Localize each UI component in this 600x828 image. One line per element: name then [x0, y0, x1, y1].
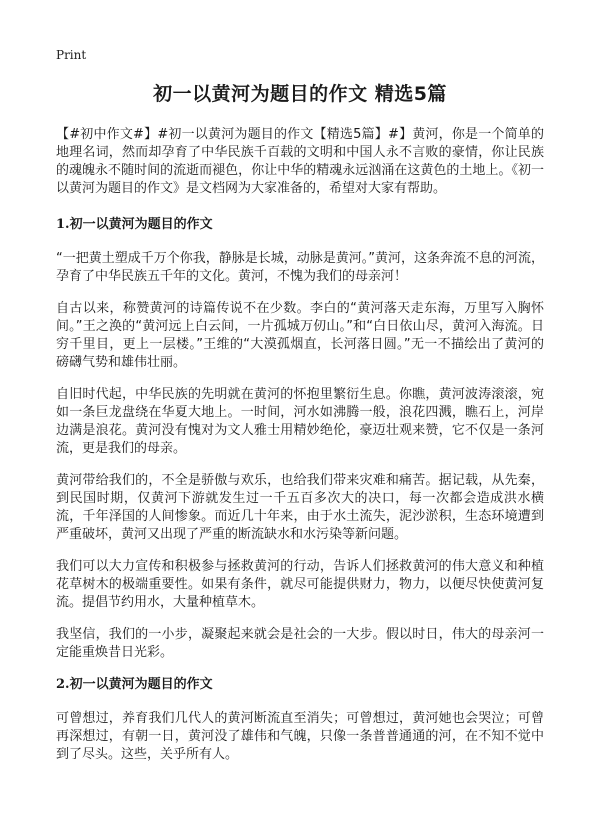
section-paragraph: 可曾想过，养育我们几代人的黄河断流直至消失；可曾想过，黄河她也会哭泣；可曾再深想过，有朝一日，黄河没了雄伟和气魄，只像一条普普通通的河，在不知不觉中到了尽头。这些，关乎所有人。	[56, 711, 544, 762]
intro-paragraph: 【#初中作文#】#初一以黄河为题目的作文【精选5篇】#】黄河，你是一个简单的地理名词，然而却孕育了中华民族千百载的文明和中国人永不言败的豪情，你让民族的魂魄永不随时间的流逝而褪色，你让中华的精魂永远汹涌在这黄色的土地上。《初一以黄河为题目的作文》是文档网为大家准备的，希望对大家有帮助。	[56, 127, 544, 196]
essay-section-1	[56, 216, 544, 662]
section-paragraph: 黄河带给我们的，不全是骄傲与欢乐，也给我们带来灾难和痛苦。据记载，从先秦，到民国时期，仅黄河下游就发生过一千五百多次大的决口，每一次都会造成洪水横流，千年泽国的人间惨象。而近几十年来，由于水土流失，泥沙淤积，生态环境遭到严重破坏，黄河又出现了严重的断流缺水和水污染等新问题。	[56, 473, 544, 542]
section-paragraph: 我坚信，我们的一小步，凝聚起来就会是社会的一大步。假以时日，伟大的母亲河一定能重焕昔日光彩。	[56, 627, 544, 660]
document-title: 初一以黄河为题目的作文 精选5篇	[153, 83, 447, 105]
section-paragraph: “一把黄土塑成千万个你我，静脉是长城，动脉是黄河。”黄河，这条奔流不息的河流，孕育了中华民族五千年的文化。黄河，不愧为我们的母亲河！	[56, 251, 544, 284]
section-paragraph: 自旧时代起，中华民族的先明就在黄河的怀抱里繁衍生息。你瞧，黄河波涛滚滚，宛如一条巨龙盘绕在华夏大地上。一时间，河水如沸腾一般，浪花四溅，瞧石上，河岸边满是浪花。黄河没有愧对为文人雅士用精妙绝伦，豪迈壮观来赞，它不仅是一条河流，更是我们的母亲。	[56, 387, 544, 456]
essay-section-2	[56, 676, 544, 764]
section-heading: 1.初一以黄河为题目的作文	[56, 217, 213, 232]
section-paragraph: 我们可以大力宣传和积极参与拯救黄河的行动，告诉人们拯救黄河的伟大意义和种植花草树木的极端重要性。如果有条件，就尽可能提供财力，物力，以便尽快使黄河复流。提倡节约用水，大量种植草木。	[56, 559, 544, 610]
section-heading: 2.初一以黄河为题目的作文	[56, 677, 213, 692]
print-link[interactable]: Print	[56, 48, 87, 62]
section-paragraph: 自古以来，称赞黄河的诗篇传说不在少数。李白的“黄河落天走东海，万里写入胸怀间。”王之涣的“黄河远上白云间，一片孤城万仞山。”和“白日依山尽，黄河入海流。日穷千里目，更上一层楼。”王维的“大漠孤烟直，长河落日圆。”无一不描绘出了黄河的磅礴气势和雄伟壮丽。	[56, 301, 544, 370]
